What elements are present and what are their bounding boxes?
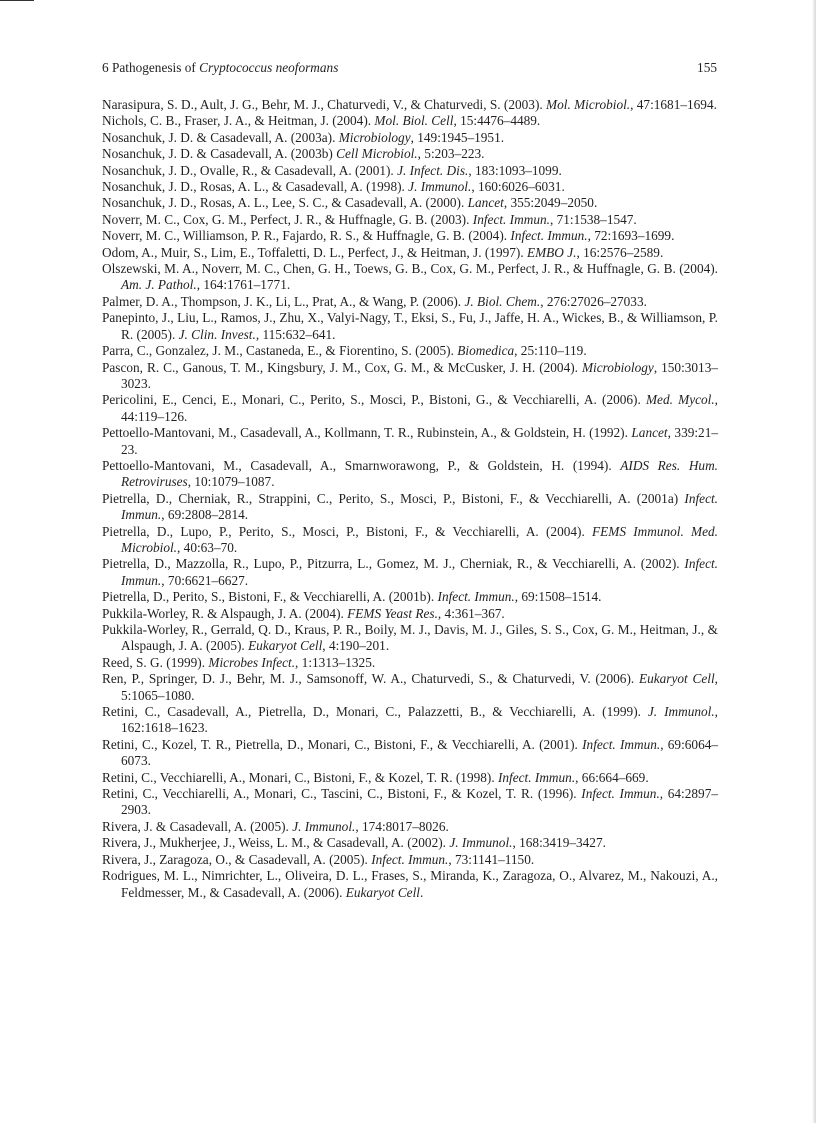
- chapter-prefix: 6 Pathogenesis of: [102, 60, 200, 75]
- page-edge-shadow: [812, 0, 816, 1123]
- reference-authors-year: Reed, S. G. (1999).: [102, 654, 209, 670]
- reference-volume-pages: , 69:1508–1514.: [514, 589, 602, 605]
- reference-volume-pages: , 72:1693–1699.: [587, 228, 675, 244]
- reference-authors-year: Olszewski, M. A., Noverr, M. C., Chen, G. H., Toews, G. B., Cox, G. M., Perfect, J. R., & Huffnagle, G. B. (2004).: [102, 261, 718, 277]
- reference-journal: Mol. Microbiol.: [546, 97, 631, 112]
- reference-volume-pages: , 339:21–23.: [121, 425, 719, 457]
- reference-volume-pages: , 183:1093–1099.: [468, 162, 562, 178]
- reference-journal: Microbiology: [581, 359, 654, 375]
- reference-authors-year: Noverr, M. C., Williamson, P. R., Fajardo, R. S., & Huffnagle, G. B. (2004).: [102, 228, 511, 244]
- reference-authors-year: Noverr, M. C., Cox, G. M., Perfect, J. R., & Huffnagle, G. B. (2003).: [102, 211, 473, 227]
- reference-journal: AIDS Res. Hum. Retroviruses: [121, 457, 718, 490]
- reference-entry: [102, 228, 718, 244]
- reference-entry: [102, 261, 718, 294]
- reference-volume-pages: , 4:190–201.: [322, 638, 390, 654]
- reference-volume-pages: , 5:203–223.: [417, 146, 485, 162]
- reference-volume-pages: , 355:2049–2050.: [503, 195, 598, 211]
- reference-volume-pages: , 71:1538–1547.: [549, 211, 637, 227]
- reference-authors-year: Pukkila-Worley, R. & Alspaugh, J. A. (2004).: [102, 605, 348, 621]
- reference-volume-pages: , 66:664–669.: [575, 769, 649, 785]
- running-head: [102, 60, 717, 78]
- reference-volume-pages: , 25:110–119.: [514, 343, 587, 359]
- reference-list: [102, 97, 718, 901]
- reference-volume-pages: , 40:63–70.: [177, 539, 238, 555]
- reference-entry: [102, 589, 718, 605]
- reference-volume-pages: , 10:1079–1087.: [187, 474, 275, 490]
- reference-authors-year: Pettoello-Mantovani, M., Casadevall, A., Kollmann, T. R., Rubinstein, A., & Goldstein, H. (1992).: [102, 425, 632, 441]
- reference-entry: [102, 146, 718, 162]
- reference-authors-year: Narasipura, S. D., Ault, J. G., Behr, M. J., Chaturvedi, V., & Chaturvedi, S. (2003).: [102, 97, 547, 112]
- reference-volume-pages: , 115:632–641.: [255, 326, 336, 342]
- reference-authors-year: Retini, C., Vecchiarelli, A., Monari, C., Bistoni, F., & Kozel, T. R. (1998).: [102, 769, 498, 785]
- reference-entry: [102, 343, 718, 359]
- reference-volume-pages: , 64:2897–2903.: [121, 786, 718, 818]
- reference-volume-pages: , 69:6064–6073.: [121, 736, 719, 769]
- reference-authors-year: Rodrigues, M. L., Nimrichter, L., Oliveira, D. L., Frases, S., Miranda, K., Zaragoza, O., Alvarez, M., Nakouzi, A., Feldmesser, M., & Casadevall, A. (2006).: [102, 868, 718, 900]
- reference-authors-year: Pettoello-Mantovani, M., Casadevall, A., Smarnworawong, P., & Goldstein, H. (1994).: [102, 457, 621, 473]
- reference-authors-year: Pietrella, D., Perito, S., Bistoni, F., & Vecchiarelli, A. (2001b).: [102, 589, 438, 605]
- reference-volume-pages: , 16:2576–2589.: [576, 244, 664, 260]
- reference-volume-pages: , 164:1761–1771.: [196, 277, 291, 293]
- reference-journal: FEMS Immunol. Med. Microbiol.: [121, 523, 718, 555]
- reference-journal: Eukaryot Cell: [638, 671, 715, 687]
- reference-entry: [102, 737, 718, 770]
- reference-entry: [102, 113, 718, 129]
- reference-authors-year: Rivera, J., Zaragoza, O., & Casadevall, A. (2005).: [102, 851, 372, 867]
- reference-entry: [102, 704, 718, 737]
- reference-journal: Eukaryot Cell: [345, 884, 420, 900]
- reference-volume-pages: , 1:1313–1325.: [295, 654, 376, 670]
- reference-entry: [102, 606, 718, 622]
- reference-authors-year: Pericolini, E., Cenci, E., Monari, C., Perito, S., Mosci, P., Bistoni, G., & Vecchiarelli, A. (2006).: [102, 392, 646, 408]
- reference-volume-pages: , 44:119–126.: [121, 392, 718, 424]
- reference-volume-pages: , 162:1618–1623.: [121, 704, 718, 736]
- reference-journal: Infect. Immun.: [581, 786, 660, 802]
- reference-journal: J. Immunol.: [408, 179, 472, 195]
- reference-volume-pages: , 160:6026–6031.: [471, 179, 565, 195]
- reference-entry: [102, 524, 718, 557]
- reference-authors-year: Retini, C., Casadevall, A., Pietrella, D., Monari, C., Palazzetti, B., & Vecchiarelli, A. (1999).: [102, 704, 648, 720]
- reference-authors-year: Pietrella, D., Cherniak, R., Strappini, C., Perito, S., Mosci, P., Bistoni, F., & Vecchiarelli, A. (2001a): [102, 490, 685, 506]
- page-number: 155: [697, 60, 717, 75]
- reference-authors-year: Nosanchuk, J. D., Rosas, A. L., & Casadevall, A. (1998).: [102, 179, 409, 195]
- reference-entry: [102, 819, 718, 835]
- reference-authors-year: Nichols, C. B., Fraser, J. A., & Heitman, J. (2004).: [102, 113, 375, 129]
- reference-entry: [102, 458, 718, 491]
- reference-authors-year: Rivera, J., Mukherjee, J., Weiss, L. M., & Casadevall, A. (2002).: [102, 835, 450, 851]
- chapter-title: [102, 60, 338, 76]
- reference-journal: Med. Mycol.: [645, 392, 715, 408]
- reference-journal: Lancet: [467, 195, 504, 211]
- reference-authors-year: Pukkila-Worley, R., Gerrald, Q. D., Kraus, P. R., Boily, M. J., Davis, M. J., Giles, S. S., Cox, G. M., Heitman, J., & Alspaugh, J. A. (2005).: [102, 622, 718, 654]
- reference-entry: [102, 130, 718, 146]
- reference-entry: [102, 622, 718, 655]
- reference-authors-year: Nosanchuk, J. D. & Casadevall, A. (2003b): [102, 146, 337, 162]
- reference-journal: Microbiology: [338, 129, 411, 145]
- reference-journal: J. Immunol.: [449, 835, 513, 851]
- reference-authors-year: Panepinto, J., Liu, L., Ramos, J., Zhu, X., Valyi-Nagy, T., Eksi, S., Fu, J., Jaffe, H. A., Wickes, B., & Williamson, P. R. (2005).: [102, 310, 718, 342]
- corner-rule: [0, 0, 34, 1]
- reference-journal: Biomedica: [457, 343, 515, 359]
- reference-entry: [102, 556, 718, 589]
- reference-volume-pages: , 150:3013–3023.: [121, 359, 718, 391]
- reference-journal: Infect. Immun.: [497, 769, 576, 785]
- reference-volume-pages: , 15:4476–4489.: [453, 113, 541, 129]
- reference-journal: Infect. Immun.: [371, 851, 449, 867]
- reference-entry: [102, 671, 718, 704]
- reference-journal: Infect. Immun.: [472, 211, 550, 227]
- reference-entry: [102, 835, 718, 851]
- reference-authors-year: Pietrella, D., Mazzolla, R., Lupo, P., Pitzurra, L., Gomez, M. J., Cherniak, R., & Vecchiarelli, A. (2002).: [102, 556, 685, 572]
- reference-entry: [102, 360, 718, 393]
- reference-entry: [102, 179, 718, 195]
- reference-entry: [102, 97, 718, 113]
- reference-volume-pages: , 149:1945–1951.: [410, 129, 505, 145]
- reference-journal: Eukaryot Cell: [248, 638, 323, 654]
- reference-volume-pages: , 174:8017–8026.: [355, 818, 449, 834]
- reference-entry: [102, 310, 718, 343]
- reference-journal: J. Clin. Invest.: [178, 326, 256, 342]
- reference-entry: [102, 770, 718, 786]
- reference-journal: Lancet: [631, 425, 668, 441]
- reference-entry: [102, 392, 718, 425]
- reference-authors-year: Parra, C., Gonzalez, J. M., Castaneda, E., & Fiorentino, S. (2005).: [102, 343, 458, 359]
- reference-volume-pages: , 276:27026–27033.: [540, 293, 647, 309]
- reference-journal: Microbes Infect.: [208, 654, 296, 670]
- reference-journal: Am. J. Pathol.: [121, 277, 197, 293]
- reference-journal: J. Immunol.: [292, 818, 356, 834]
- reference-volume-pages: , 168:3419–3427.: [512, 835, 606, 851]
- reference-authors-year: Retini, C., Kozel, T. R., Pietrella, D., Monari, C., Bistoni, F., & Vecchiarelli, A. (2001).: [102, 736, 583, 752]
- reference-entry: [102, 163, 718, 179]
- chapter-species: Cryptococcus neoformans: [199, 60, 339, 75]
- reference-authors-year: Palmer, D. A., Thompson, J. K., Li, L., Prat, A., & Wang, P. (2006).: [102, 293, 465, 309]
- reference-journal: Infect. Immun.: [121, 556, 718, 588]
- reference-journal: FEMS Yeast Res.: [347, 605, 438, 621]
- reference-authors-year: Ren, P., Springer, D. J., Behr, M. J., Samsonoff, W. A., Chaturvedi, S., & Chaturvedi, V. (2006).: [102, 671, 639, 687]
- reference-journal: J. Immunol.: [647, 704, 715, 720]
- reference-entry: [102, 852, 718, 868]
- reference-authors-year: Nosanchuk, J. D. & Casadevall, A. (2003a).: [102, 129, 339, 145]
- reference-volume-pages: , 5:1065–1080.: [121, 671, 718, 703]
- reference-authors-year: Pascon, R. C., Ganous, T. M., Kingsbury, J. M., Cox, G. M., & McCusker, J. H. (2004).: [102, 359, 582, 375]
- reference-volume-pages: , 70:6621–6627.: [161, 572, 249, 588]
- reference-entry: [102, 294, 718, 310]
- reference-authors-year: Nosanchuk, J. D., Ovalle, R., & Casadevall, A. (2001).: [102, 162, 398, 178]
- reference-entry: [102, 491, 718, 524]
- reference-authors-year: Nosanchuk, J. D., Rosas, A. L., Lee, S. C., & Casadevall, A. (2000).: [102, 195, 468, 211]
- reference-journal: Infect. Immun.: [582, 736, 661, 752]
- reference-journal: Infect. Immun.: [437, 589, 515, 605]
- reference-volume-pages: .: [419, 884, 424, 900]
- reference-journal: Infect. Immun.: [121, 490, 718, 523]
- reference-entry: [102, 195, 718, 211]
- reference-journal: EMBO J.: [526, 244, 577, 260]
- reference-authors-year: Odom, A., Muir, S., Lim, E., Toffaletti, D. L., Perfect, J., & Heitman, J. (1997).: [102, 244, 527, 260]
- reference-authors-year: Rivera, J. & Casadevall, A. (2005).: [102, 818, 293, 834]
- reference-entry: [102, 786, 718, 819]
- reference-volume-pages: , 73:1141–1150.: [448, 851, 535, 867]
- reference-volume-pages: , 69:2808–2814.: [161, 507, 249, 523]
- reference-authors-year: Retini, C., Vecchiarelli, A., Monari, C., Tascini, C., Bistoni, F., & Kozel, T. R. (1996).: [102, 786, 582, 802]
- reference-entry: [102, 868, 718, 901]
- reference-authors-year: Pietrella, D., Lupo, P., Perito, S., Mosci, P., Bistoni, F., & Vecchiarelli, A. (2004).: [102, 523, 592, 539]
- reference-journal: Cell Microbiol.: [336, 146, 418, 162]
- reference-volume-pages: , 4:361–367.: [437, 605, 505, 621]
- reference-volume-pages: , 47:1681–1694.: [630, 97, 717, 112]
- reference-entry: [102, 245, 718, 261]
- reference-journal: Infect. Immun.: [510, 228, 588, 244]
- reference-journal: J. Biol. Chem.: [464, 293, 541, 309]
- reference-journal: J. Infect. Dis.: [397, 162, 469, 178]
- reference-entry: [102, 212, 718, 228]
- reference-entry: [102, 655, 718, 671]
- reference-journal: Mol. Biol. Cell: [374, 113, 454, 129]
- reference-entry: [102, 425, 718, 458]
